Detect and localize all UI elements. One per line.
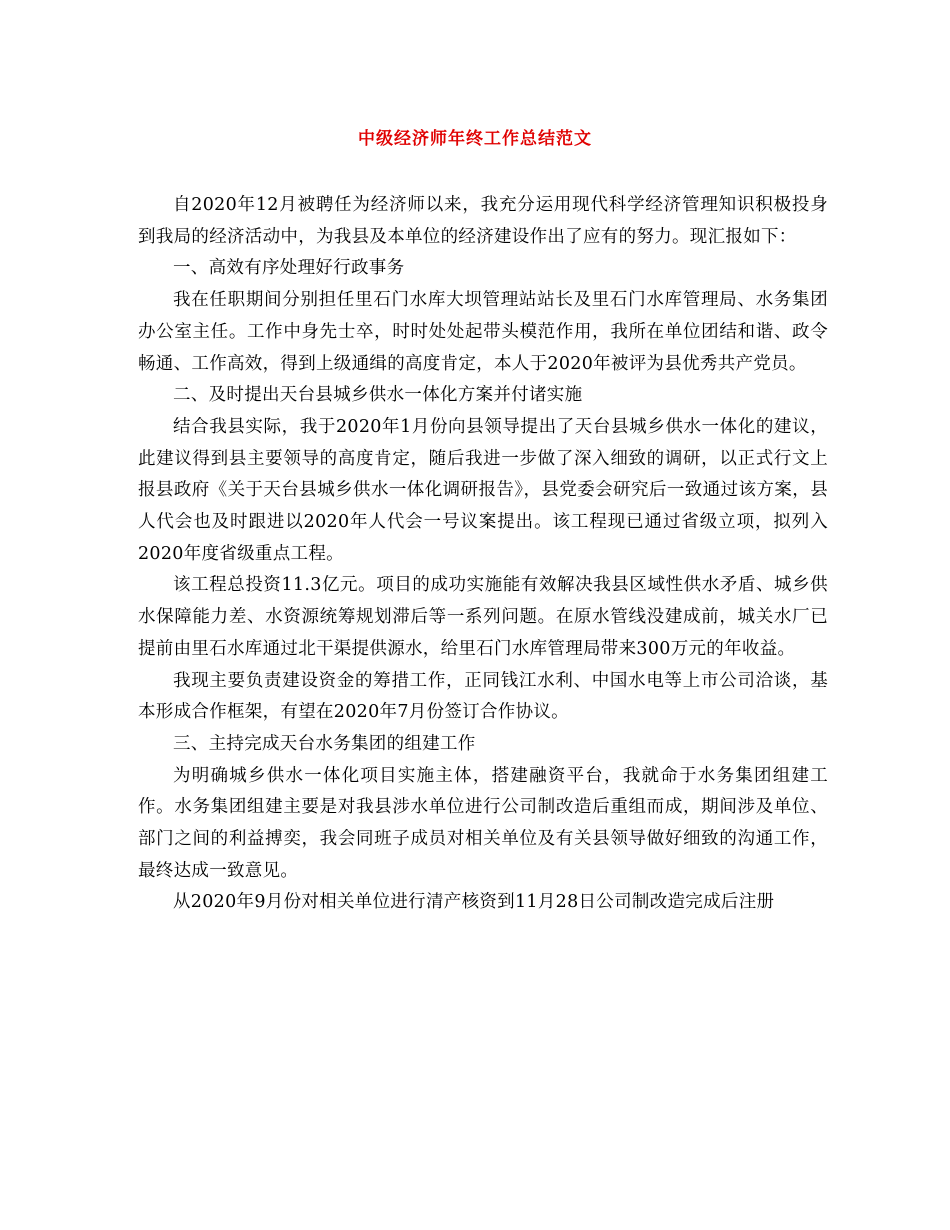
document-body [138, 190, 828, 919]
paragraph-section-3b: 从2020年9月份对相关单位进行清产核资到11月28日公司制改造完成后注册 [173, 892, 775, 913]
section-heading-2: 二、及时提出天台县城乡供水一体化方案并付诸实施 [173, 385, 583, 406]
paragraph-intro: 自2020年12月被聘任为经济师以来，我充分运用现代科学经济管理知识积极投身到我局的经济活动中，为我县及本单位的经济建设作出了应有的努力。现汇报如下： [138, 195, 828, 247]
paragraph-section-2a: 结合我县实际，我于2020年1月份向县领导提出了天台县城乡供水一体化的建议，此建议得到县主要领导的高度肯定，随后我进一步做了深入细致的调研，以正式行文上报县政府《关于天台县城乡供水一体化调研报告》，县党委会研究后一致通过该方案，县人代会也及时跟进以2020年人代会一号议案提出。该工程现已通过省级立项，拟列入2020年度省级重点工程。 [138, 416, 828, 564]
document-title: 中级经济师年终工作总结范文 [358, 129, 592, 149]
section-heading-1: 一、高效有序处理好行政事务 [173, 258, 405, 279]
paragraph-section-2c: 我现主要负责建设资金的筹措工作，正同钱江水利、中国水电等上市公司洽谈，基本形成合作框架，有望在2020年7月份签订合作协议。 [138, 670, 828, 723]
paragraph-section-3a: 为明确城乡供水一体化项目实施主体，搭建融资平台，我就命于水务集团组建工作。水务集团组建主要是对我县涉水单位进行公司制改造后重组而成，期间涉及单位、部门之间的利益搏奕，我会同班子成员对相关单位及有关县领导做好细致的沟通工作，最终达成一致意见。 [138, 765, 828, 881]
paragraph-section-2b: 该工程总投资11.3亿元。项目的成功实施能有效解决我县区域性供水矛盾、城乡供水保障能力差、水资源统筹规划滞后等一系列问题。在原水管线没建成前，城关水厂已提前由里石水库通过北干渠提供源水，给里石门水库管理局带来300万元的年收益。 [138, 575, 828, 659]
paragraph-section-1: 我在任职期间分别担任里石门水库大坝管理站站长及里石门水库管理局、水务集团办公室主任。工作中身先士卒，时时处处起带头模范作用，我所在单位团结和谐、政令畅通、工作高效，得到上级通缉的高度肯定，本人于2020年被评为县优秀共产党员。 [138, 290, 828, 374]
section-heading-3: 三、主持完成天台水务集团的组建工作 [173, 733, 476, 754]
